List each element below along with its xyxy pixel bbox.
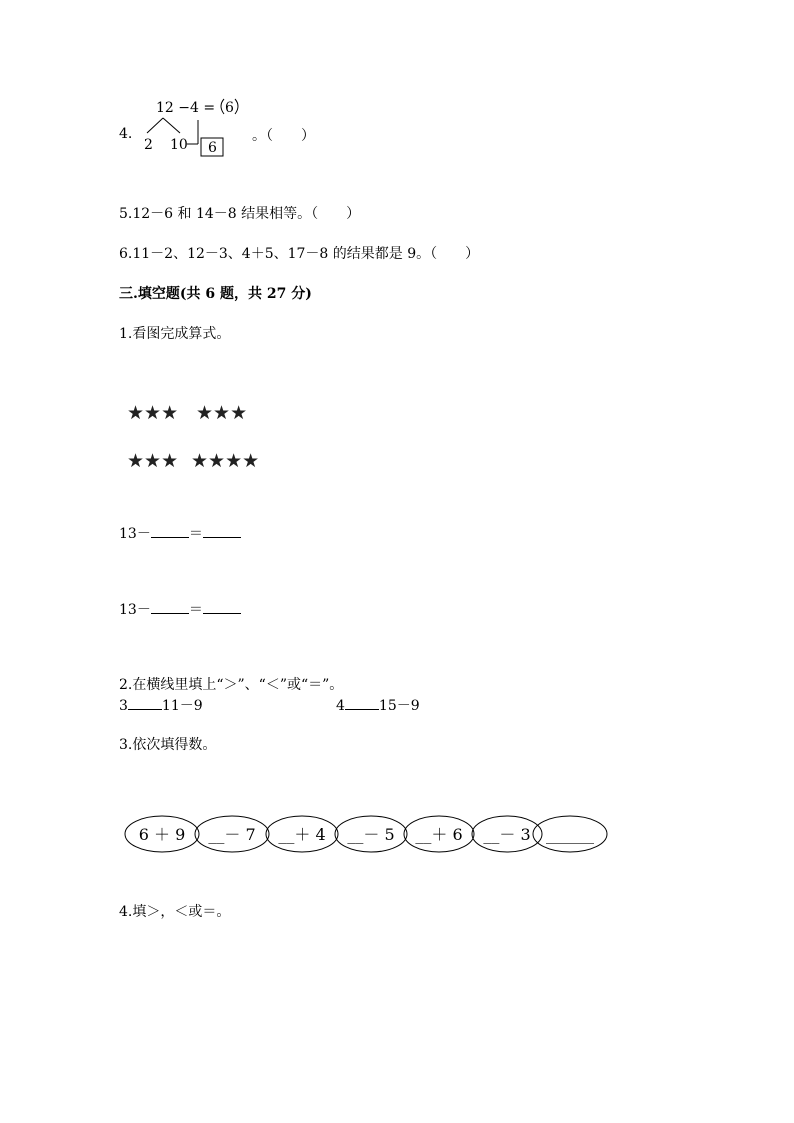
q4-box-value: 6 <box>208 140 217 156</box>
fill4-title: 4.填＞，＜或＝。 <box>119 904 231 920</box>
fill2-right-a: 4 <box>336 698 345 714</box>
fill2-left-b: 11－9 <box>161 698 203 714</box>
q4-decomposition-diagram <box>135 94 245 162</box>
fill2-left-blank[interactable] <box>128 697 162 710</box>
q4-branch-left <box>147 118 163 133</box>
eq1-blank-1[interactable] <box>151 525 189 538</box>
q4-branch-right <box>163 118 180 133</box>
eq1-blank-2[interactable] <box>203 525 241 538</box>
q4-tail: 。（ ） <box>252 128 315 144</box>
fill1-equation-1 <box>119 523 241 543</box>
stars-row2-right: ★★★★ <box>191 450 260 472</box>
eq2-blank-1[interactable] <box>151 601 189 614</box>
q4-circle-value: 6 <box>225 100 234 116</box>
q4-number: 4. <box>119 126 133 142</box>
fill2-right-b: 15－9 <box>378 698 420 714</box>
fill1-equation-2 <box>119 599 241 619</box>
q4-top-expr: 12 −4 = <box>156 100 216 116</box>
eq2-prefix: 13－ <box>119 602 151 618</box>
q4-circle-paren-right <box>235 99 238 114</box>
eq2-equals: ＝ <box>188 602 203 618</box>
eq1-prefix: 13－ <box>119 526 151 542</box>
oval-label-3[interactable]: __＋ 4 <box>278 825 326 844</box>
oval-label-4[interactable]: __－ 5 <box>347 825 395 844</box>
oval-label-5[interactable]: __＋ 6 <box>415 825 463 844</box>
fill1-title: 1.看图完成算式。 <box>119 326 231 342</box>
fill2-compare-left <box>119 695 203 715</box>
q6-text: 6.11－2、12－3、4＋5、17－8 的结果都是 9。（ ） <box>119 246 480 262</box>
eq2-blank-2[interactable] <box>203 601 241 614</box>
fill2-left-a: 3 <box>119 698 128 714</box>
fill2-right-blank[interactable] <box>345 697 379 710</box>
oval-label-2[interactable]: __－ 7 <box>208 825 256 844</box>
eq1-equals: ＝ <box>188 526 203 542</box>
oval-label-6[interactable]: __－ 3 <box>483 825 531 844</box>
stars-row2-left: ★★★ <box>127 450 179 472</box>
fill3-oval-chain <box>122 812 612 856</box>
q4-left-part: 2 <box>144 137 153 153</box>
q5-text: 5.12－6 和 14－8 结果相等。（ ） <box>119 206 361 222</box>
oval-label-7[interactable]: ______ <box>546 825 594 844</box>
q4-circle-paren-left <box>221 99 224 114</box>
fill2-title: 2.在横线里填上“＞”、“＜”或“＝”。 <box>119 677 344 693</box>
stars-row1-left: ★★★ <box>127 402 179 424</box>
oval-label-1[interactable]: 6 ＋ 9 <box>138 825 186 844</box>
stars-row1-right: ★★★ <box>196 402 248 424</box>
section-3-title: 三.填空题(共 6 题，共 27 分) <box>119 286 312 302</box>
fill3-title: 3.依次填得数。 <box>119 737 217 753</box>
fill2-compare-right <box>336 695 420 715</box>
q4-right-part: 10 <box>170 137 188 153</box>
